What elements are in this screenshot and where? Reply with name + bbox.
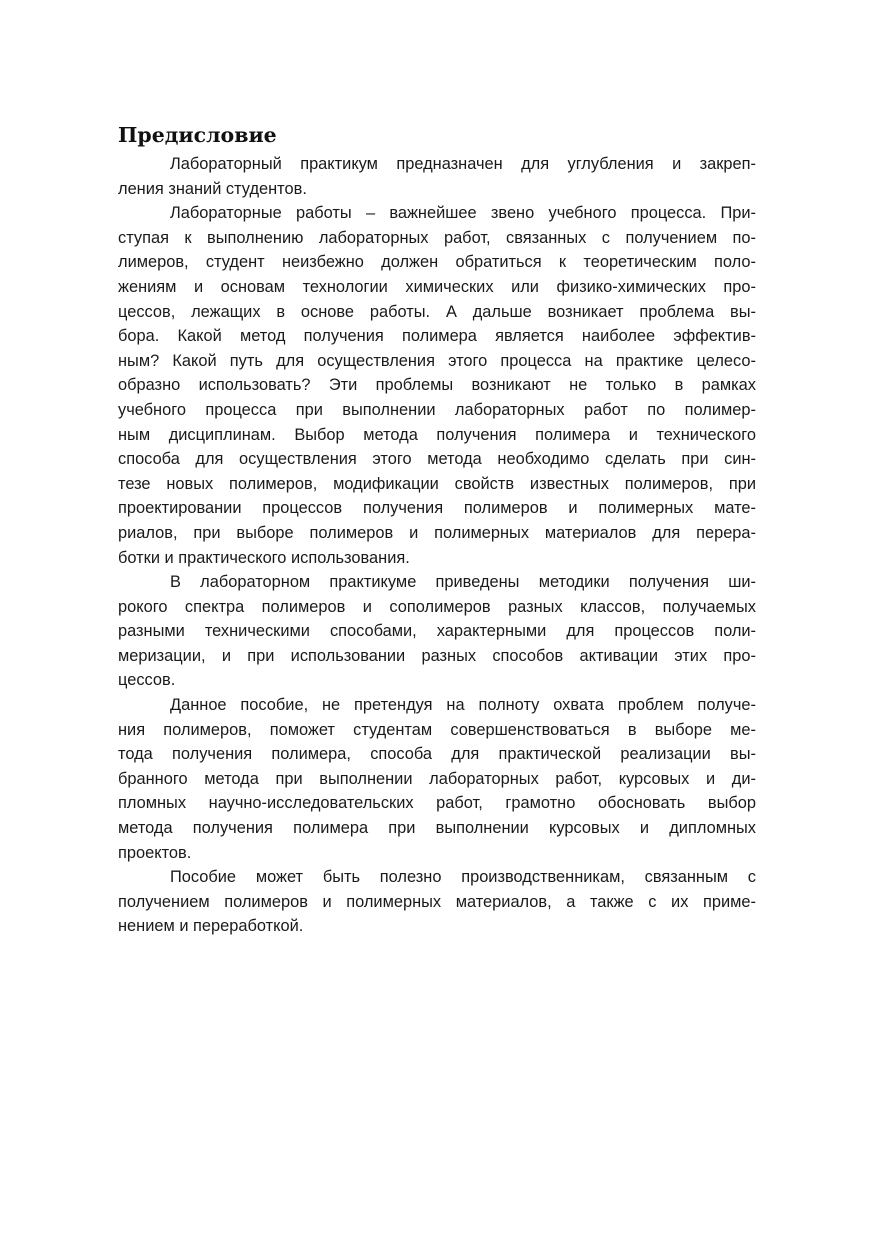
text-line: ления знаний студентов. xyxy=(118,179,307,198)
text-line: Лабораторные работы – важнейшее звено учебного процесса. При- xyxy=(170,204,756,223)
text-line: ния полимеров, поможет студентам совершенствоваться в выборе ме- xyxy=(118,720,756,739)
text-line: бранного метода при выполнении лабораторных работ, курсовых и ди- xyxy=(118,769,756,788)
text-line: жениям и основам технологии химических или физико-химических про- xyxy=(118,277,756,296)
paragraph-2 xyxy=(118,201,756,570)
paragraph-1 xyxy=(118,152,756,201)
text-line: метода получения полимера при выполнении курсовых и дипломных xyxy=(118,819,756,838)
paragraph-4 xyxy=(118,693,756,865)
text-line: тезе новых полимеров, модификации свойств известных полимеров, при xyxy=(118,474,756,493)
text-line: образно использовать? Эти проблемы возникают не только в рамках xyxy=(118,376,756,395)
text-line: тода получения полимера, способа для практической реализации вы- xyxy=(118,745,756,764)
text-line: цессов, лежащих в основе работы. А дальше возникает проблема вы- xyxy=(118,302,756,321)
text-line: Пособие может быть полезно производственникам, связанным с xyxy=(170,868,756,887)
page-title: Предисловие xyxy=(118,123,277,147)
text-line: бора. Какой метод получения полимера является наиболее эффектив- xyxy=(118,327,756,346)
text-line: проектов. xyxy=(118,843,192,862)
text-line: Лабораторный практикум предназначен для углубления и закреп- xyxy=(170,155,756,173)
text-line: нением и переработкой. xyxy=(118,917,304,936)
text-line: получением полимеров и полимерных материалов, а также с их приме- xyxy=(118,892,756,911)
document-page xyxy=(118,120,756,939)
text-line: пломных научно-исследовательских работ, грамотно обосновать выбор xyxy=(118,794,756,813)
text-line: ботки и практического использования. xyxy=(118,548,410,567)
paragraph-5 xyxy=(118,865,756,939)
text-line: ступая к выполнению лабораторных работ, связанных с получением по- xyxy=(118,228,756,247)
text-line: риалов, при выборе полимеров и полимерных материалов для перера- xyxy=(118,523,756,542)
text-line: способа для осуществления этого метода необходимо сделать при син- xyxy=(118,450,756,469)
paragraph-3 xyxy=(118,570,756,693)
text-line: В лабораторном практикуме приведены методики получения ши- xyxy=(170,573,756,592)
text-line: Данное пособие, не претендуя на полноту охвата проблем получе- xyxy=(170,696,756,715)
text-line: разными техническими способами, характерными для процессов поли- xyxy=(118,622,756,641)
text-line: учебного процесса при выполнении лабораторных работ по полимер- xyxy=(118,400,756,419)
text-line: ным? Какой путь для осуществления этого процесса на практике целесо- xyxy=(118,351,756,370)
text-line: ным дисциплинам. Выбор метода получения полимера и технического xyxy=(118,425,756,444)
text-line: рокого спектра полимеров и сополимеров разных классов, получаемых xyxy=(118,597,756,616)
text-line: цессов. xyxy=(118,671,176,690)
text-line: проектировании процессов получения полимеров и полимерных мате- xyxy=(118,499,756,518)
text-line: лимеров, студент неизбежно должен обратиться к теоретическим поло- xyxy=(118,253,756,272)
text-line: меризации, и при использовании разных способов активации этих про- xyxy=(118,646,756,665)
